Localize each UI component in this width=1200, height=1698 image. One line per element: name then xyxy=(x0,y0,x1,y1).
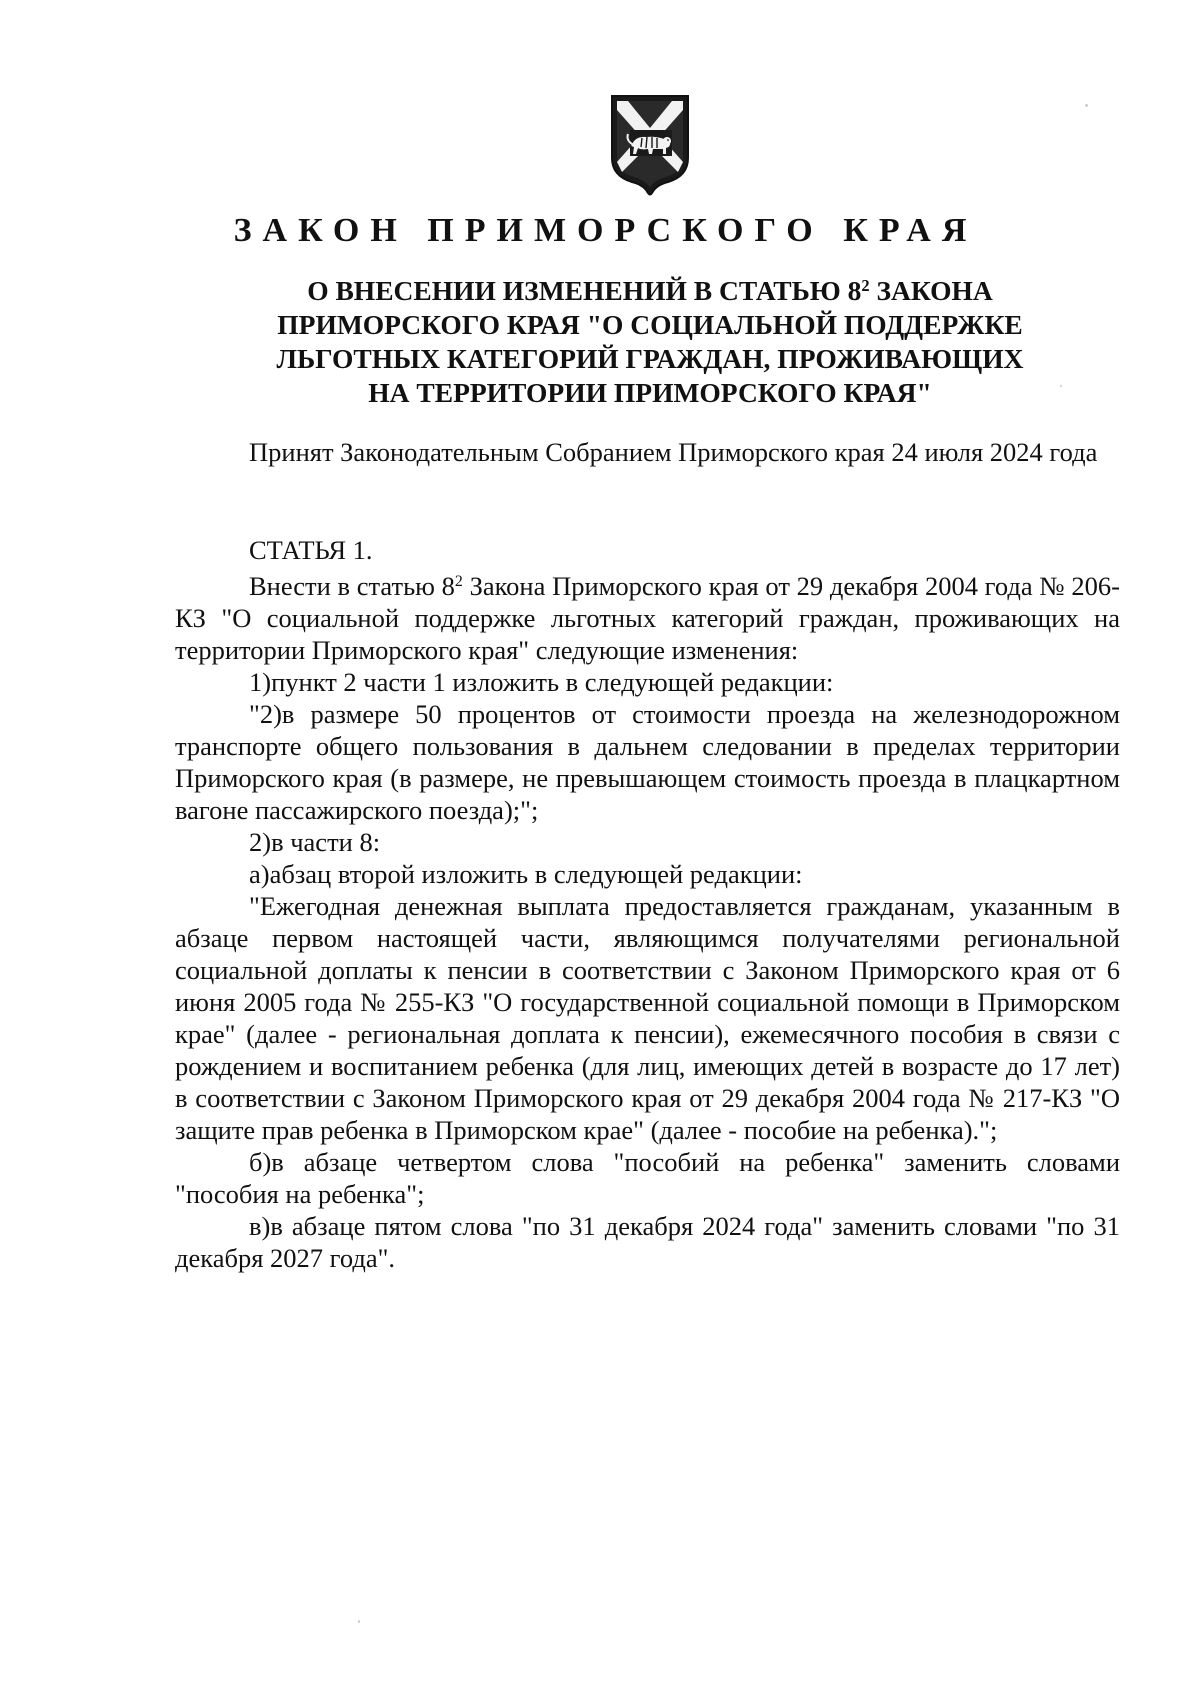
subtitle-text: О ВНЕСЕНИИ ИЗМЕНЕНИЙ В СТАТЬЮ 8 xyxy=(307,275,862,306)
scan-speck xyxy=(1060,385,1062,387)
law-subtitle-line-3: ЛЬГОТНЫХ КАТЕГОРИЙ ГРАЖДАН, ПРОЖИВАЮЩИХ xyxy=(276,343,1024,374)
article-paragraph-7: в)в абзаце пятом слова "по 31 декабря 2024 года" заменить словами "по 31 декабря 2027 года". xyxy=(175,1211,1120,1273)
article-paragraph-2: "2)в размере 50 процентов от стоимости проезда на железнодорожном транспорте общего пользования в дальнем следовании в пределах территории Приморского края (в размере, не превышающем стоимость проезда в плацкартном вагоне пассажирского поезда);"; xyxy=(175,699,1120,825)
subtitle-text: ЗАКОНА xyxy=(869,275,993,306)
scan-speck xyxy=(1085,104,1088,107)
intro-text: Внести в статью 8 xyxy=(249,571,455,601)
article-heading: СТАТЬЯ 1. xyxy=(249,535,373,565)
article-paragraph-5: "Ежегодная денежная выплата предоставляется гражданам, указанным в абзаце первом настоящей части, являющимся получателями региональной социальной доплаты к пенсии в соответствии с Законом Приморского края от 6 июня 2005 года № 255-КЗ "О государственной социальной помощи в Приморском крае" (далее - региональная доплата к пенсии), ежемесячного пособия в связи с рождением и воспитанием ребенка (для лиц, имеющих детей в возрасте до 17 лет) в соответствии с Законом Приморского края от 29 декабря 2004 года № 217-КЗ "О защите прав ребенка в Приморском крае" (далее - пособие на ребенка)."; xyxy=(175,891,1120,1145)
article-paragraph-4: а)абзац второй изложить в следующей редакции: xyxy=(249,859,803,889)
article-paragraph-1: 1)пункт 2 части 1 изложить в следующей редакции: xyxy=(249,667,834,697)
law-subtitle-line-1 xyxy=(200,274,1100,308)
article-paragraph-3: 2)в части 8: xyxy=(249,827,381,857)
intro-text: Закона Приморского края от 29 декабря 2004 года № 206-КЗ "О социальной поддержке льготных категорий граждан, проживающих на территории Приморского края" следующие изменения: xyxy=(175,571,1120,665)
law-subtitle-line-4: НА ТЕРРИТОРИИ ПРИМОРСКОГО КРАЯ" xyxy=(368,377,932,408)
scan-speck xyxy=(358,1620,360,1623)
adoption-text: Принят Законодательным Собранием Приморского края 24 июля 2024 года xyxy=(249,437,1098,467)
law-subtitle xyxy=(200,274,1100,410)
superscript: 2 xyxy=(861,275,870,295)
coat-of-arms-icon xyxy=(608,92,692,196)
superscript: 2 xyxy=(454,573,463,591)
law-subtitle-line-2: ПРИМОРСКОГО КРАЯ "О СОЦИАЛЬНОЙ ПОДДЕРЖКЕ xyxy=(277,309,1023,340)
article-1 xyxy=(175,534,1120,1274)
article-paragraph-6: б)в абзаце четвертом слова "пособий на ребенка" заменить словами "пособия на ребенка"; xyxy=(175,1147,1120,1209)
law-title: ЗАКОН ПРИМОРСКОГО КРАЯ xyxy=(233,212,978,249)
adoption-note xyxy=(175,436,1120,468)
article-intro xyxy=(175,570,1120,666)
